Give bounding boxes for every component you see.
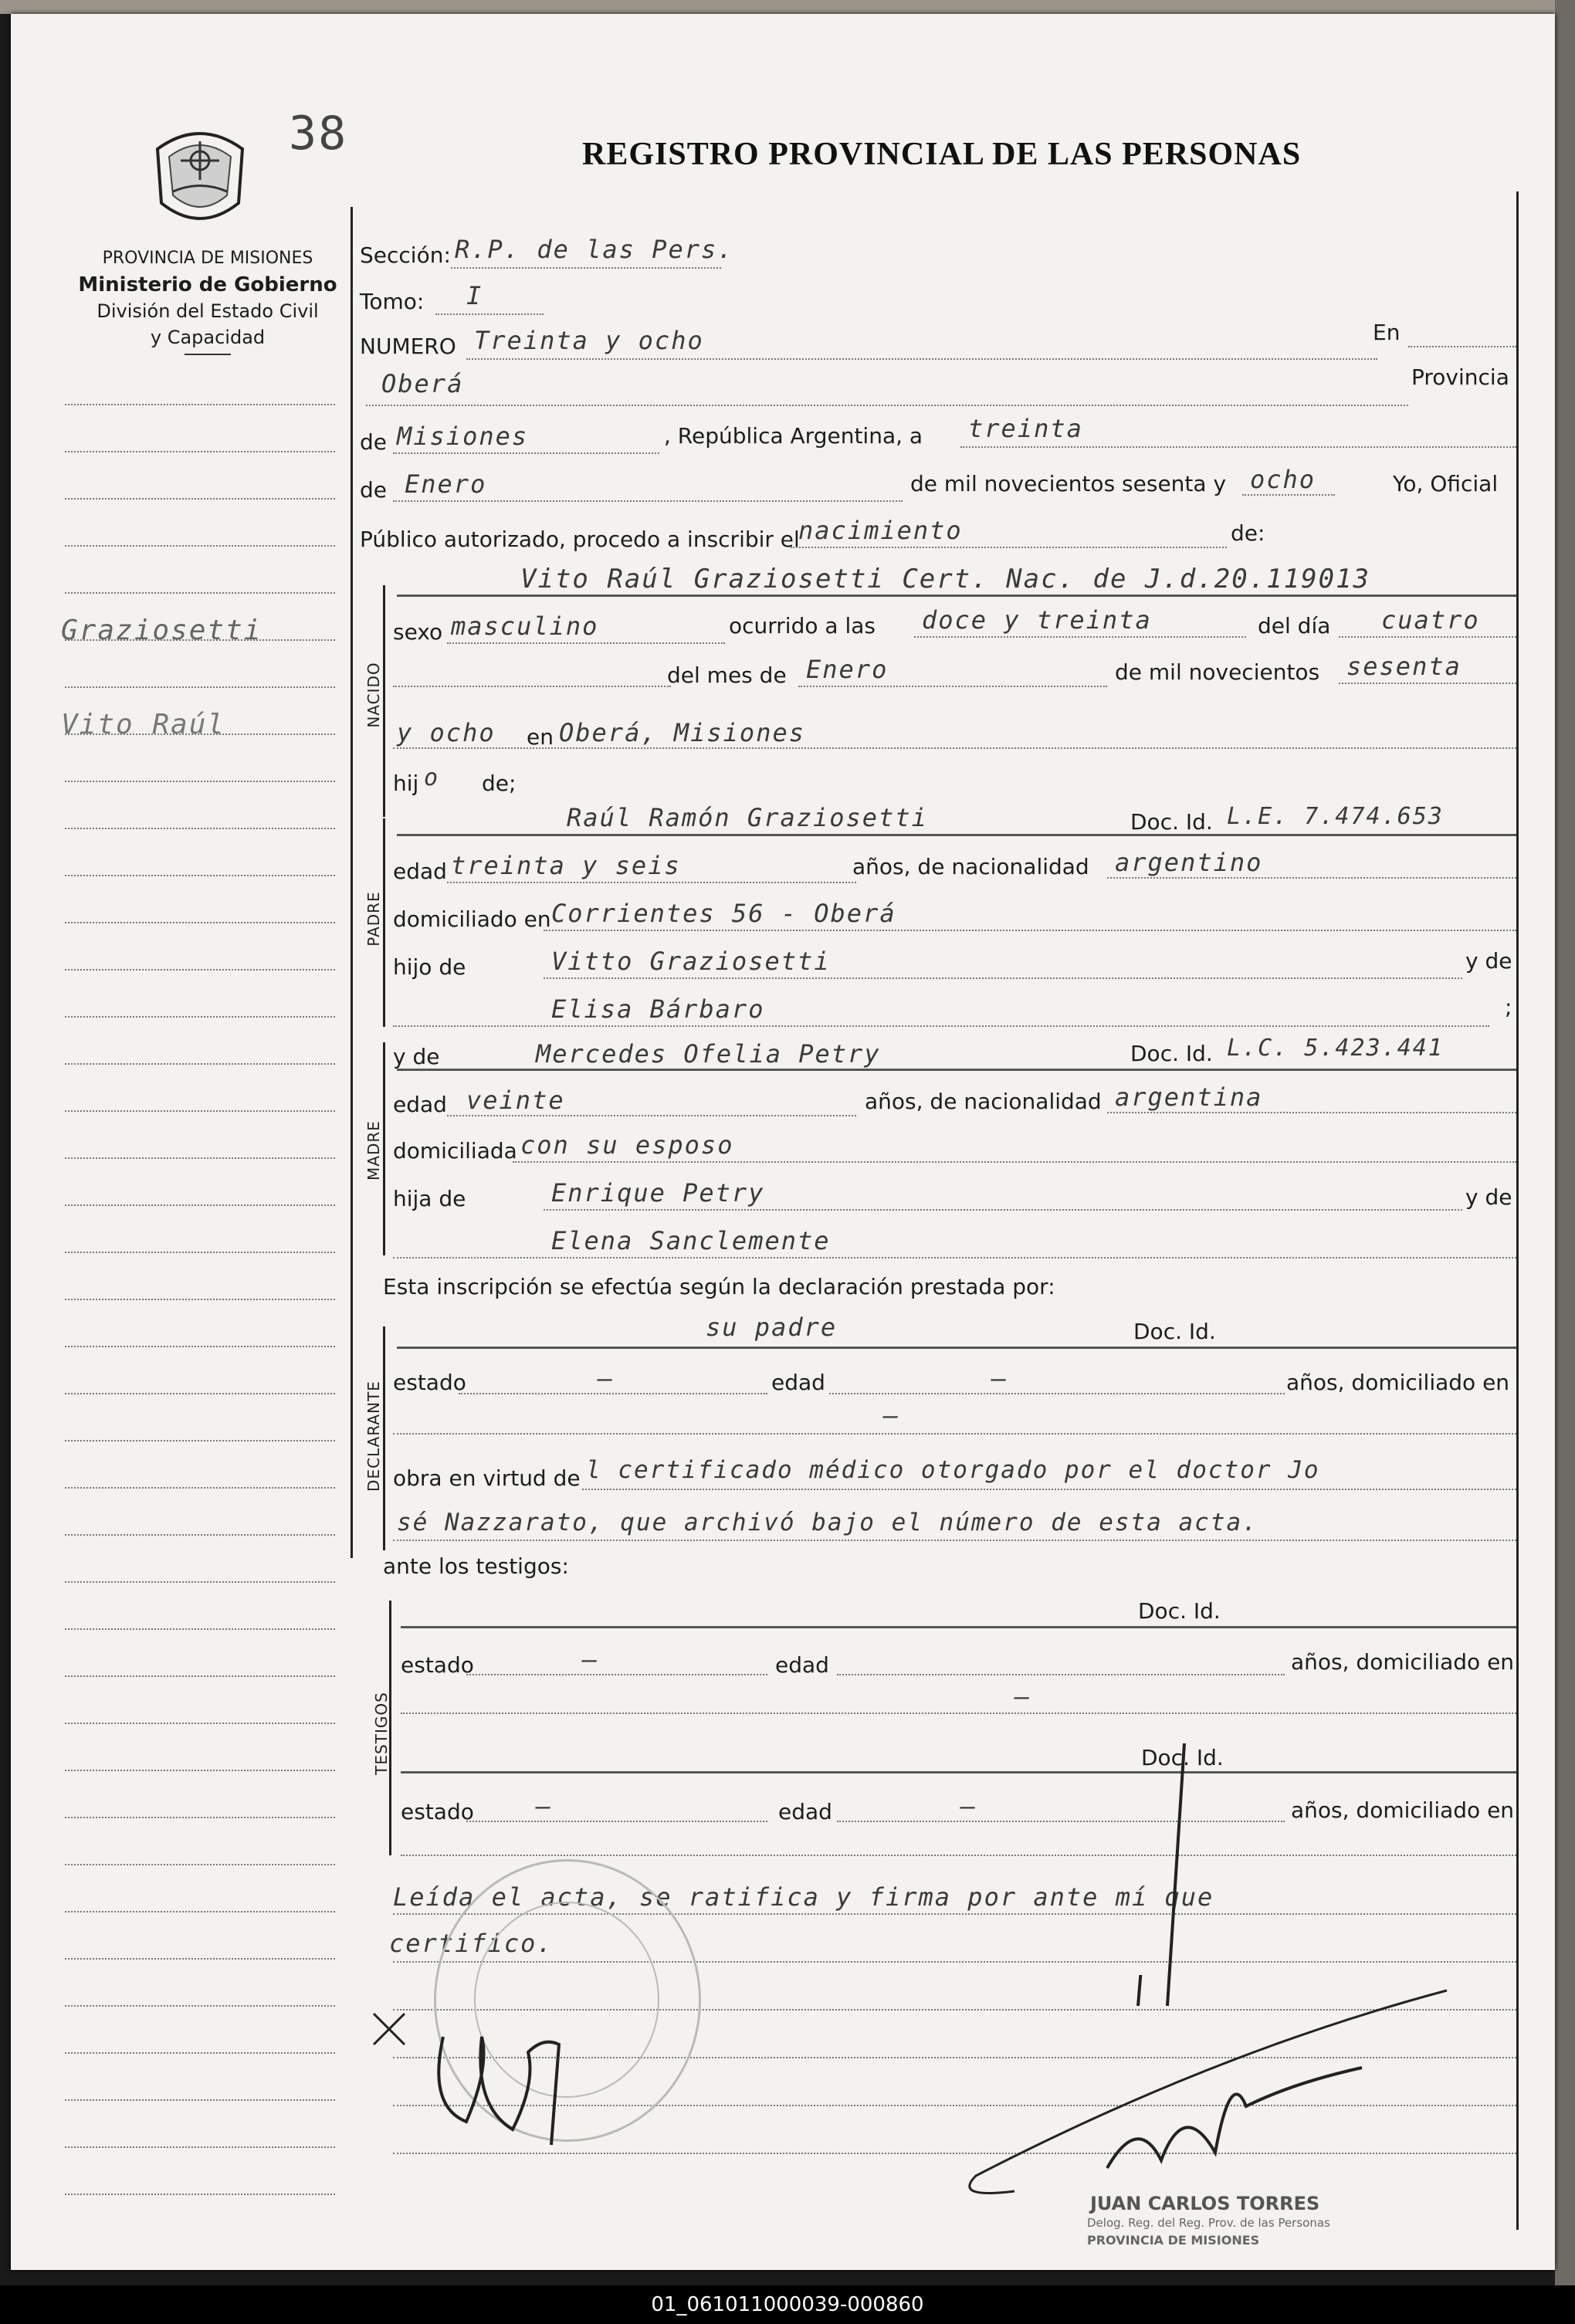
rule: [1339, 683, 1516, 684]
margin-rule: [65, 1958, 335, 1960]
edad-label: edad: [771, 1370, 825, 1395]
abuelo-p-value: Vitto Graziosetti: [551, 947, 831, 976]
signature-official-icon: [906, 1975, 1493, 2222]
rule: [397, 834, 1516, 836]
del-dia-label: del día: [1258, 613, 1331, 639]
sexo-value: masculino: [451, 611, 599, 641]
en-label: En: [1373, 320, 1401, 345]
dia-value: treinta: [968, 414, 1083, 443]
anos-dom-label: años, domiciliado en: [1291, 1649, 1515, 1675]
dash: —: [598, 1364, 615, 1393]
margin-rule: [65, 1487, 335, 1489]
rule: [582, 1489, 1516, 1490]
mes-value: Enero: [405, 469, 487, 499]
estado-label: estado: [401, 1799, 474, 1824]
rule: [393, 747, 1516, 749]
esta-inscripcion-label: Esta inscripción se efectúa según la declaración prestada por:: [383, 1274, 1055, 1299]
madre-nombre-value: Mercedes Ofelia Petry: [536, 1039, 881, 1069]
abuela-m-value: Elena Sanclemente: [551, 1226, 831, 1255]
hij-suffix: o: [424, 764, 440, 791]
testigos-label: TESTIGOS: [372, 1692, 391, 1775]
edad-label: edad: [778, 1799, 832, 1824]
y-de-label: y de: [1465, 948, 1512, 974]
rule: [366, 405, 1408, 406]
tomo-label: Tomo:: [360, 289, 425, 314]
document-page: [11, 14, 1555, 2270]
madre-nac-value: argentina: [1115, 1082, 1263, 1112]
margin-rule: [65, 1675, 335, 1677]
nacido-bar: [383, 585, 385, 817]
edad-label: edad: [393, 1092, 447, 1117]
de-colon-label: de:: [1231, 520, 1265, 546]
margin-rule: [65, 1770, 335, 1771]
provincia-value: Misiones: [397, 422, 529, 451]
rule: [401, 1626, 1516, 1628]
seccion-value: R.P. de las Pers.: [455, 235, 734, 264]
padre-dom-value: Corrientes 56 - Oberá: [551, 899, 896, 928]
issuer-block: [57, 246, 358, 358]
nacido-label: NACIDO: [364, 662, 383, 728]
margin-rule: [65, 875, 335, 876]
margin-rule: [65, 545, 335, 547]
rule: [401, 1855, 1516, 1856]
rule: [829, 1393, 1285, 1394]
hija-de-label: hija de: [393, 1186, 466, 1211]
domiciliada-label: domiciliada: [393, 1138, 517, 1164]
margin-rule: [65, 1299, 335, 1300]
margin-rule: [65, 592, 335, 594]
anos-nac-label: años, de nacionalidad: [865, 1089, 1102, 1114]
doc-id-label: Doc. Id.: [1141, 1745, 1224, 1770]
hora-value: doce y treinta: [922, 605, 1152, 635]
rule: [459, 1393, 767, 1394]
padre-doc-value: L.E. 7.474.653: [1227, 803, 1444, 830]
stamp-name: JUAN CARLOS TORRES: [1090, 2193, 1320, 2214]
background-top: [0, 0, 1575, 14]
margin-rule: [65, 828, 335, 829]
rule: [451, 267, 721, 269]
margin-rule: [65, 498, 335, 500]
rule: [1339, 636, 1516, 638]
rule: [393, 1540, 1516, 1541]
rule: [1107, 877, 1516, 879]
main-left-border: [351, 207, 353, 1558]
margin-rule: [65, 1534, 335, 1536]
issuer-line4: y Capacidad: [150, 327, 266, 348]
hijo-de-label: hijo de: [393, 954, 466, 980]
vertical-stroke-icon: [1161, 1743, 1192, 2006]
anos-nac-label: años, de nacionalidad: [852, 854, 1089, 879]
obra-value-2: sé Nazzarato, que archivó bajo el número de esta acta.: [397, 1509, 1258, 1536]
ocurrido-label: ocurrido a las: [729, 613, 876, 639]
anos-dom-label: años, domiciliado en: [1291, 1797, 1515, 1823]
rule: [397, 1347, 1516, 1349]
padre-edad-value: treinta y seis: [451, 851, 681, 880]
padre-bar: [383, 818, 385, 1027]
nombre-value: Vito Raúl Graziosetti Cert. Nac. de J.d.20.119013: [520, 564, 1371, 595]
margin-rule: [65, 1864, 335, 1865]
margin-rule: [65, 2052, 335, 2054]
edad-label: edad: [393, 859, 447, 884]
rule: [837, 1821, 1285, 1822]
dash: —: [536, 1791, 553, 1821]
numero-label: NUMERO: [360, 334, 456, 359]
page-number: 38: [289, 107, 348, 161]
obra-label: obra en virtud de: [393, 1465, 581, 1491]
rule: [393, 1433, 1516, 1435]
domiciliado-label: domiciliado en: [393, 906, 551, 932]
signature-declarante-icon: [358, 1990, 667, 2160]
rule: [397, 595, 1516, 597]
margin-rule: [65, 1581, 335, 1583]
dash: —: [582, 1645, 599, 1674]
y-de-label: y de: [393, 1044, 440, 1069]
tomo-value: I: [466, 281, 483, 310]
doc-id-label: Doc. Id.: [1130, 1041, 1213, 1066]
rule: [791, 547, 1227, 548]
rule: [397, 1069, 1516, 1071]
rule: [466, 1821, 767, 1822]
stamp-line2: Delog. Reg. del Reg. Prov. de las Personas: [1087, 2216, 1330, 2230]
hij-label: hij: [393, 771, 419, 796]
rule: [393, 500, 903, 502]
rule: [544, 930, 1516, 931]
margin-rule: [65, 2146, 335, 2148]
padre-label: PADRE: [364, 891, 383, 947]
anos-dom-label: años, domiciliado en: [1286, 1370, 1510, 1395]
doc-id-label: Doc. Id.: [1138, 1598, 1221, 1624]
rule: [393, 686, 671, 687]
declarante-value: su padre: [706, 1313, 838, 1342]
issuer-line1: PROVINCIA DE MISIONES: [102, 249, 313, 268]
margin-rule: [65, 1440, 335, 1441]
stamp-line3: PROVINCIA DE MISIONES: [1087, 2233, 1260, 2248]
margin-given: Vito Raúl: [61, 709, 226, 740]
footer-caption: 01_061011000039-000860: [0, 2285, 1575, 2324]
dia-nac-value: cuatro: [1381, 605, 1480, 635]
margin-rule: [65, 1157, 335, 1159]
madre-doc-value: L.C. 5.423.441: [1227, 1035, 1444, 1062]
margin-rule: [65, 2194, 335, 2195]
rule: [544, 1209, 1462, 1211]
y-de-label: y de: [1465, 1184, 1512, 1210]
republica-label: , República Argentina, a: [664, 423, 923, 449]
margin-rule: [65, 1063, 335, 1065]
acto-value: nacimiento: [798, 516, 963, 545]
background-right: [1555, 0, 1575, 2285]
padre-nombre-value: Raúl Ramón Graziosetti: [567, 803, 928, 832]
estado-label: estado: [393, 1370, 466, 1395]
seccion-label: Sección:: [360, 242, 451, 268]
madre-bar: [383, 1042, 385, 1255]
madre-dom-value: con su esposo: [520, 1130, 734, 1160]
obra-value-1: l certificado médico otorgado por el doctor Jo: [586, 1456, 1320, 1484]
dash: —: [883, 1401, 900, 1430]
issuer-line3: División del Estado Civil: [97, 300, 319, 322]
margin-rule: [65, 969, 335, 971]
rule: [393, 1025, 1489, 1027]
dash: —: [960, 1791, 977, 1821]
madre-label: MADRE: [364, 1120, 383, 1181]
margin-rule: [65, 1016, 335, 1018]
margin-rule: [65, 2005, 335, 2007]
margin-rule: [65, 1110, 335, 1112]
margin-rule: [65, 1204, 335, 1206]
margin-surname: Graziosetti: [61, 615, 262, 646]
margin-rule: [65, 1817, 335, 1818]
lugar-nac-value: Oberá, Misiones: [559, 718, 805, 747]
rule: [960, 446, 1516, 448]
rule: [466, 358, 1377, 360]
rule: [466, 1674, 767, 1675]
rule: [435, 313, 544, 315]
rule: [447, 882, 856, 883]
dash: —: [991, 1364, 1008, 1393]
anio-nac-value: sesenta: [1346, 652, 1462, 681]
margin-rule: [65, 1346, 335, 1347]
doc-id-label: Doc. Id.: [1133, 1319, 1216, 1344]
madre-edad-value: veinte: [466, 1086, 565, 1115]
margin-rule: [65, 686, 335, 688]
de-label: de: [360, 429, 387, 455]
rule: [914, 636, 1246, 638]
rule: [401, 1713, 1516, 1714]
rule: [393, 452, 659, 454]
anio-nac2-value: y ocho: [397, 718, 496, 747]
provincia-label: Provincia: [1411, 364, 1509, 390]
yo-oficial-label: Yo, Oficial: [1393, 471, 1499, 496]
emblem-icon: [150, 118, 250, 234]
rule: [513, 1161, 1516, 1163]
lugar-value: Oberá: [381, 369, 464, 398]
margin-rule: [65, 2099, 335, 2101]
en-lower-label: en: [527, 724, 554, 750]
doc-id-label: Doc. Id.: [1130, 809, 1213, 835]
margin-rule: [65, 1628, 335, 1630]
padre-nac-value: argentino: [1115, 848, 1263, 877]
margin-rule: [65, 451, 335, 452]
abuelo-m-value: Enrique Petry: [551, 1178, 765, 1208]
de-label: de: [360, 477, 387, 503]
semicolon-label: ;: [1505, 994, 1512, 1020]
cierre-value-1: Leída el acta, se ratifica y firma por ante mí que: [393, 1882, 1214, 1912]
rule: [837, 1674, 1285, 1675]
document-title: REGISTRO PROVINCIAL DE LAS PERSONAS: [582, 137, 1302, 172]
margin-rule: [65, 1723, 335, 1724]
dash: —: [1014, 1682, 1031, 1711]
margin-rule: [65, 1393, 335, 1394]
abuela-p-value: Elisa Bárbaro: [551, 994, 765, 1024]
rule: [544, 977, 1462, 979]
edad-label: edad: [775, 1652, 829, 1678]
rule: [401, 1771, 1516, 1773]
del-mes-label: del mes de: [667, 662, 787, 688]
declarante-label: DECLARANTE: [364, 1381, 383, 1492]
mes-nac-value: Enero: [806, 655, 889, 684]
cierre-value-2: certifico.: [389, 1929, 554, 1958]
margin-rule: [65, 922, 335, 923]
publico-label: Público autorizado, procedo a inscribir el: [360, 527, 800, 552]
estado-label: estado: [401, 1652, 474, 1678]
ante-testigos-label: ante los testigos:: [383, 1553, 569, 1579]
de-mil-label: de mil novecientos sesenta y: [910, 471, 1227, 496]
margin-rule: [65, 1252, 335, 1253]
de-semi-label: de;: [482, 771, 517, 796]
margin-rule: [65, 781, 335, 782]
rule: [1242, 494, 1335, 496]
rule: [393, 1257, 1516, 1259]
margin-rule: [65, 1911, 335, 1912]
declarante-bar: [383, 1326, 385, 1550]
sexo-label: sexo: [393, 619, 443, 645]
anio-value: ocho: [1250, 465, 1316, 494]
issuer-line2: Ministerio de Gobierno: [78, 273, 337, 296]
main-right-border: [1516, 191, 1519, 2230]
numero-value: Treinta y ocho: [474, 326, 704, 355]
rule: [1408, 346, 1516, 347]
rule: [1107, 1112, 1516, 1113]
margin-rule: [65, 404, 335, 405]
de-mil-nov-label: de mil novecientos: [1115, 659, 1320, 685]
rule: [447, 1115, 856, 1116]
rule: [798, 686, 1107, 687]
rule: [447, 642, 725, 644]
